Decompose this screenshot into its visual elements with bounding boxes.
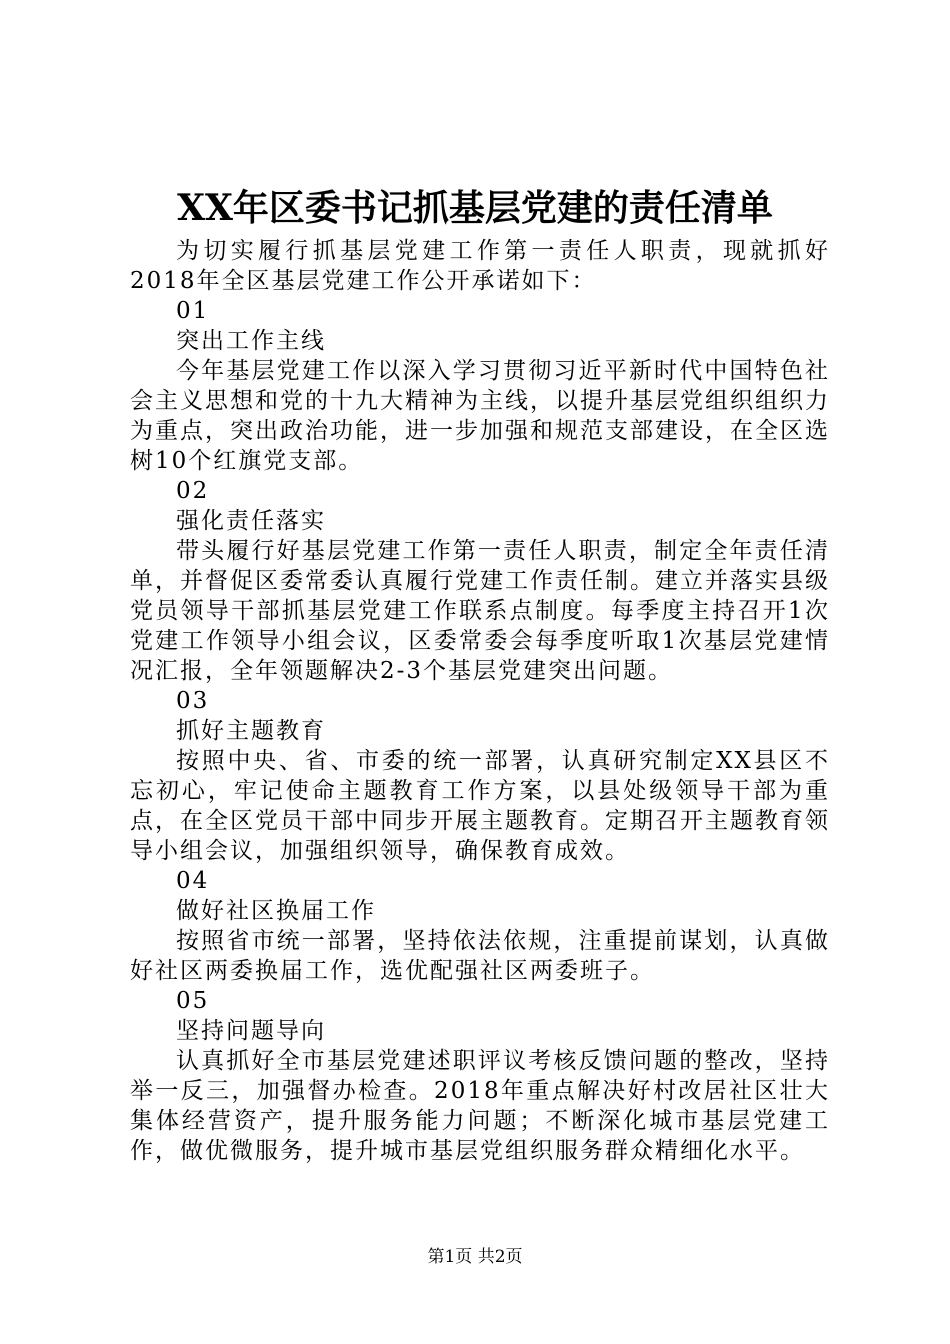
intro-paragraph: 为切实履行抓基层党建工作第一责任人职责，现就抓好2018年全区基层党建工作公开承诺如下： (130, 238, 830, 294)
section-body: 按照中央、省、市委的统一部署，认真研究制定XX县区不忘初心，牢记使命主题教育工作方案，以县处级领导干部为重点，在全区党员干部中同步开展主题教育。定期召开主题教育领导小组会议，加强组织领导，确保教育成效。 (130, 748, 830, 864)
section-number: 04 (176, 868, 210, 894)
document-title: XX年区委书记抓基层党建的责任清单 (177, 187, 773, 229)
section-number: 01 (176, 298, 210, 324)
section-heading: 坚持问题导向 (176, 1018, 326, 1044)
section-heading: 强化责任落实 (176, 508, 326, 534)
section-heading: 抓好主题教育 (176, 718, 326, 744)
section-number: 05 (176, 988, 210, 1014)
section-heading: 突出工作主线 (176, 328, 326, 354)
section-body: 按照省市统一部署，坚持依法依规，注重提前谋划，认真做好社区两委换届工作，选优配强社区两委班子。 (130, 928, 830, 984)
section-number: 02 (176, 478, 210, 504)
section-number: 03 (176, 688, 210, 714)
page-footer: 第1页 共2页 (427, 1247, 523, 1267)
section-body: 今年基层党建工作以深入学习贯彻习近平新时代中国特色社会主义思想和党的十九大精神为主线，以提升基层党组织组织力为重点，突出政治功能，进一步加强和规范支部建设，在全区选树10个红旗党支部。 (130, 358, 830, 474)
section-heading: 做好社区换届工作 (176, 898, 376, 924)
section-body: 带头履行好基层党建工作第一责任人职责，制定全年责任清单，并督促区委常委认真履行党建工作责任制。建立并落实县级党员领导干部抓基层党建工作联系点制度。每季度主持召开1次党建工作领导小组会议，区委常委会每季度听取1次基层党建情况汇报，全年领题解决2-3个基层党建突出问题。 (130, 538, 830, 684)
section-body: 认真抓好全市基层党建述职评议考核反馈问题的整改，坚持举一反三，加强督办检查。2018年重点解决好村改居社区壮大集体经营资产，提升服务能力问题；不断深化城市基层党建工作，做优微服务，提升城市基层党组织服务群众精细化水平。 (130, 1048, 830, 1164)
document-body (130, 236, 830, 1166)
